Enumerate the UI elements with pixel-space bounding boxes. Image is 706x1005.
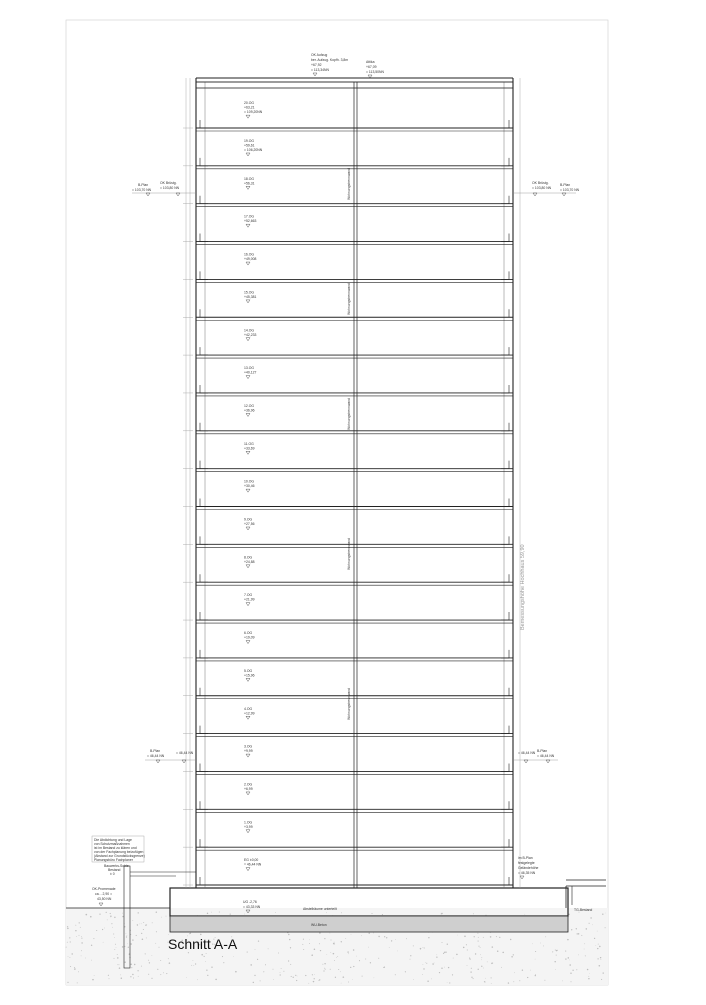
ug-level-nn: = 43,33 NN (243, 905, 261, 909)
level-label (244, 139, 263, 156)
vertical-height-label: Bemessungshöhe Hochhaus 59,90 (520, 544, 526, 630)
level-name: 16.OG (244, 252, 254, 257)
level-marker-icon (99, 903, 103, 906)
floor-slab (183, 461, 513, 472)
roof-slab (196, 82, 513, 88)
floor-slab (183, 158, 513, 169)
foundation-label: WU-Beton (311, 923, 327, 927)
level-elevation: +6,99 (244, 786, 253, 791)
left-ok-brueg (160, 181, 180, 196)
level-name: 20.OG (244, 101, 254, 106)
left-low-level-l1: = 46,44 NN (176, 751, 194, 755)
floor-slab (183, 839, 513, 850)
left-bplan-top-l2: = 103,70 NN (132, 188, 152, 192)
floor-slab (183, 271, 513, 282)
level-label (244, 404, 255, 417)
level-nn: = 106,20NN (244, 148, 263, 152)
level-elevation: +49,008 (244, 257, 257, 262)
level-marker-icon (182, 760, 186, 763)
level-name: 5.OG (244, 668, 253, 673)
level-elevation: +40,127 (244, 370, 257, 375)
level-label (244, 745, 253, 758)
level-marker-icon (176, 193, 180, 196)
level-label (244, 101, 263, 118)
level-name: 2.OG (244, 782, 253, 787)
left-misc-l3: ± 0 (110, 872, 115, 876)
level-marker-icon (246, 153, 250, 156)
wall-label: Wohnungstrennwand (347, 168, 351, 200)
ok-aufzug-line-2: ber. Aufzug. Kopfh. 3,8m (311, 58, 349, 62)
floor-slab (183, 120, 513, 131)
level-marker-icon (246, 603, 250, 606)
level-marker-icon (246, 224, 250, 227)
floor-slab (183, 499, 513, 510)
note-line-6: Planungsbüro Fachplaner (94, 858, 133, 862)
level-elevation: +63,21 (244, 105, 255, 110)
level-name: 19.OG (244, 139, 254, 143)
level-label (244, 858, 262, 871)
attika-line-1: Attika (366, 60, 375, 64)
level-label (244, 442, 255, 455)
level-label (244, 631, 255, 644)
level-name: 4.OG (244, 706, 253, 711)
level-marker-icon (246, 565, 250, 568)
level-label (244, 177, 255, 190)
floor-slab (183, 612, 513, 623)
floor-slab (183, 763, 513, 774)
level-name: 8.OG (244, 555, 253, 560)
right-ground-l1: im B-Plan (518, 856, 533, 860)
left-ok-brueg-l1: OK Brüstg. (160, 181, 177, 185)
right-ground-l3: Geländehöhe (518, 866, 539, 870)
level-elevation: +42,233 (244, 332, 257, 337)
level-elevation: +59,61 (244, 143, 255, 148)
level-marker-icon (246, 716, 250, 719)
attika-line-3: = 113,50NN (366, 70, 384, 74)
level-nn: = 109,20NN (244, 110, 263, 115)
floor-slab (183, 877, 513, 888)
foundation-slab (170, 916, 568, 932)
tg-bestand-label: TG-Bestand (574, 908, 593, 912)
level-elevation: +21,99 (244, 597, 255, 602)
level-name: 11.OG (244, 441, 254, 446)
level-marker-icon (246, 115, 250, 118)
level-label (244, 669, 255, 682)
level-marker-icon (146, 193, 150, 196)
level-elevation: +33,69 (244, 446, 255, 451)
floor-slab (183, 801, 513, 812)
level-marker-icon (246, 300, 250, 303)
level-name: 10.OG (244, 479, 254, 484)
level-marker-icon (546, 760, 550, 763)
right-ground-annotation (518, 856, 538, 879)
level-label (244, 707, 255, 720)
level-marker-icon (246, 489, 250, 492)
level-marker-icon (246, 678, 250, 681)
level-name: 3.OG (244, 744, 253, 749)
level-marker-icon (520, 876, 524, 879)
level-marker-icon (313, 73, 317, 76)
left-misc-l2: Bestand (108, 868, 121, 872)
ok-aufzug-line-4: = 113,34NN (311, 68, 329, 72)
level-name: 13.OG (244, 366, 254, 371)
level-marker-icon (246, 754, 250, 757)
right-bplan-top-l2: = 103,70 NN (560, 188, 580, 192)
level-elevation: +52,663 (244, 219, 257, 224)
wall-label: Wohnungstrennwand (347, 283, 351, 315)
level-label (244, 215, 256, 228)
right-bplan-low (537, 749, 555, 763)
note-line-2: von Schutzmaßnahmen (94, 842, 130, 846)
right-ok-brueg-l1: OK Brüstg. (532, 181, 549, 185)
note-line-1: Die Abdichtung und Lage (94, 838, 132, 842)
level-label (244, 518, 255, 531)
level-elevation: +27,56 (244, 522, 255, 526)
left-bplan-low-l2: = 46,44 NN (147, 754, 165, 758)
basement-room-label: Abstellräume unterteilt (303, 907, 337, 911)
left-misc-l1: Bauwerks-Sohle (104, 864, 129, 868)
level-name: 1.OG (244, 820, 253, 825)
level-name: 7.OG (244, 593, 253, 598)
note-line-4: von der Fachplanung beizufügen (94, 850, 144, 854)
level-marker-icon (562, 193, 566, 196)
right-low-level-l1: = 46,44 NN (518, 751, 536, 755)
level-marker-icon (246, 830, 250, 833)
right-bplan-low-l2: = 46,44 NN (537, 754, 555, 758)
ug-level-name: UG -2,76 (243, 900, 257, 904)
left-ok-brueg-l2: = 103,80 NN (160, 186, 180, 190)
sheet-frame (66, 20, 608, 985)
level-label (244, 820, 253, 833)
ok-aufzug-line-1: OK Aufzug (311, 53, 328, 57)
level-elevation: +30,46 (244, 484, 255, 489)
right-ok-brueg-l2: = 103,80 NN (532, 186, 552, 190)
level-elevation: +24,88 (244, 559, 255, 564)
note-line-5: (Abstand zur Grundstücksgrenze) (94, 854, 145, 858)
wall-labels (347, 168, 351, 720)
level-label (244, 366, 256, 379)
dimension-chain-left (186, 78, 190, 888)
drawing-title: Schnitt A-A (168, 936, 238, 952)
level-elevation: +56,31 (244, 181, 255, 186)
right-bplan-top (560, 183, 580, 196)
level-elevation: +19,09 (244, 635, 255, 640)
level-marker-icon (246, 262, 250, 265)
level-name: 14.OG (244, 328, 254, 333)
level-marker-icon (246, 868, 250, 871)
level-marker-icon (524, 760, 528, 763)
note-line-3: ist im Bestand zu klären und (94, 846, 137, 850)
left-bplan-low-l1: B-Plan (150, 749, 161, 753)
ok-aufzug-line-3: +67,92 (311, 63, 322, 67)
level-elevation: +15,96 (244, 673, 255, 678)
level-name: 15.OG (244, 290, 254, 295)
level-name: 6.OG (244, 631, 253, 636)
level-marker-icon (246, 376, 250, 379)
left-notes-box (92, 836, 145, 862)
right-ground-l2: festgelegte (518, 861, 535, 865)
floor-slab (183, 650, 513, 661)
level-elevation: +36,96 (244, 408, 255, 413)
level-label (244, 555, 255, 568)
promenade-l3: 43,50 NN (97, 897, 112, 901)
level-label (244, 253, 256, 265)
left-bplan-top-l1: B-Plan (138, 183, 149, 187)
floor-slab (183, 726, 513, 737)
promenade-l2: ca. - 2,90 = (95, 892, 113, 896)
floor-slab (183, 347, 513, 358)
level-marker-icon (246, 451, 250, 454)
level-marker-icon (246, 641, 250, 644)
floor-slab (183, 574, 513, 585)
level-elevation: +9,99 (244, 749, 253, 754)
level-name: 12.OG (244, 403, 254, 408)
level-elevation: +12,99 (244, 711, 255, 716)
level-name: EG ±0,00 (244, 858, 259, 863)
floor-slab (183, 385, 513, 396)
right-bplan-low-l1: B-Plan (537, 749, 548, 753)
level-elevation: +3,99 (244, 824, 253, 829)
level-marker-icon (246, 186, 250, 189)
level-elevation: +45,381 (244, 294, 257, 299)
top-annotation-attika (366, 60, 384, 78)
level-label (244, 480, 255, 493)
level-label (244, 328, 256, 341)
level-marker-icon (246, 413, 250, 416)
attika-line-2: +67,09 (366, 65, 377, 69)
promenade-l1: OK-Promenade (92, 887, 116, 891)
wall-label: Wohnungstrennwand (347, 538, 351, 570)
floor-slabs (183, 82, 513, 888)
level-marker-icon (246, 527, 250, 530)
level-label (244, 782, 253, 795)
level-label (244, 593, 255, 606)
top-annotation-ok-aufzug (311, 53, 348, 76)
right-bplan-top-l1: B-Plan (560, 183, 571, 187)
level-marker-icon (156, 760, 160, 763)
level-labels (244, 101, 263, 871)
level-marker-icon (246, 792, 250, 795)
level-elevation: = 46,44 NN (244, 862, 262, 867)
right-ground-l4: = 46,35 NN (518, 871, 536, 875)
level-name: 17.OG (244, 214, 254, 219)
wall-label: Wohnungstrennwand (347, 688, 351, 720)
level-label (244, 290, 256, 303)
level-marker-icon (246, 338, 250, 341)
left-low-level (176, 751, 194, 763)
floor-slab (183, 234, 513, 245)
level-name: 9.OG (244, 517, 253, 522)
level-name: 18.OG (244, 176, 254, 181)
level-marker-icon (533, 193, 537, 196)
wall-label: Wohnungstrennwand (347, 398, 351, 430)
